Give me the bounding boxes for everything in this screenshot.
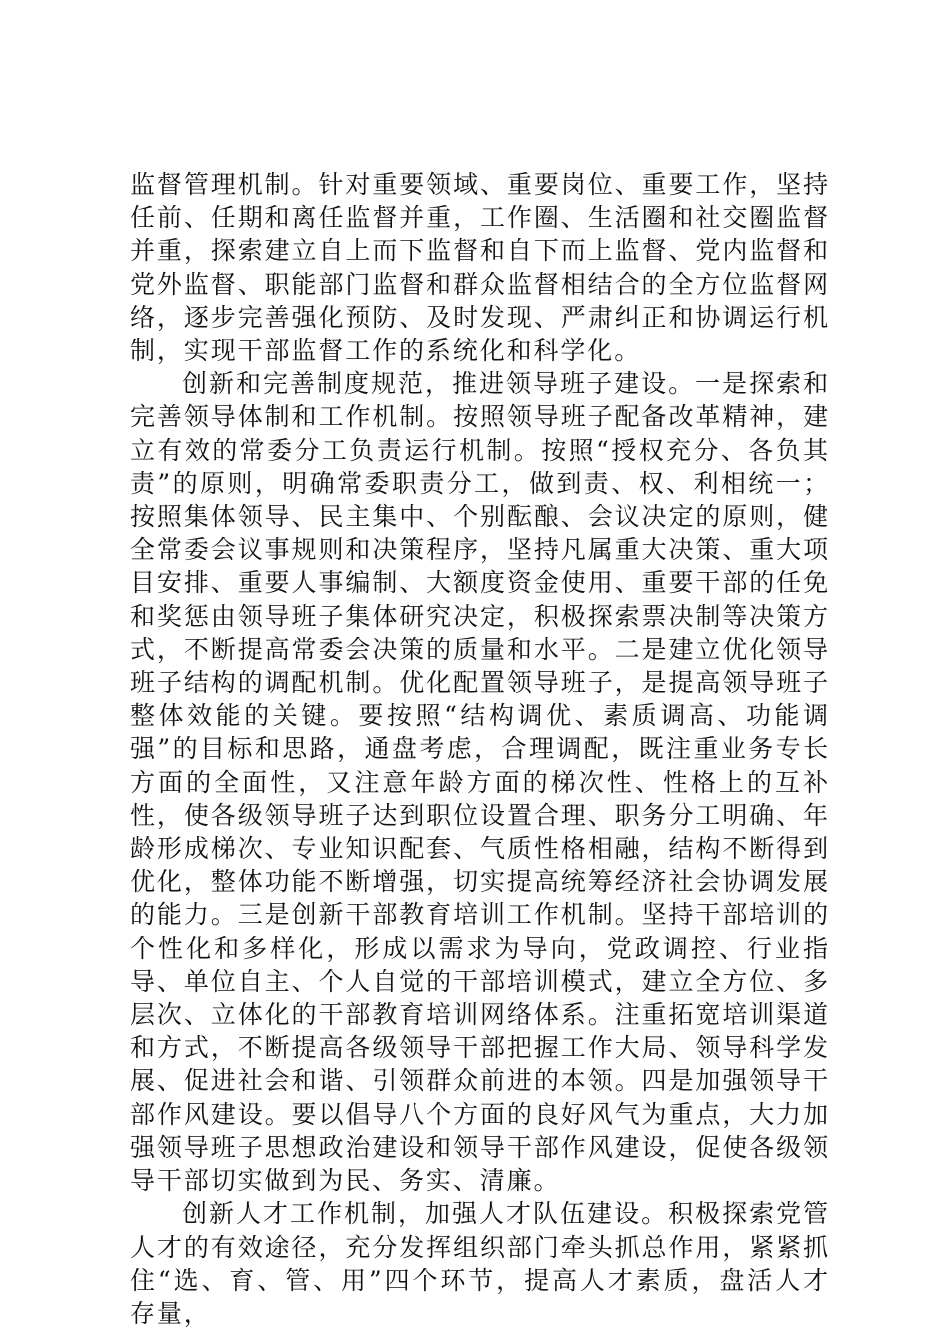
paragraph-supervision-continued: 监督管理机制。针对重要领域、重要岗位、重要工作，坚持任前、任期和离任监督并重，工作圈、生活圈和社交圈监督并重，探索建立自上而下监督和自下而上监督、党内监督和党外监督、职能部门监督和群众监督相结合的全方位监督网络，逐步完善强化预防、及时发现、严肃纠正和协调运行机制，实现干部监督工作的系统化和科学化。 — [130, 170, 830, 366]
paragraph-talent-mechanism: 创新人才工作机制，加强人才队伍建设。积极探索党管人才的有效途径，充分发挥组织部门牵头抓总作用，紧紧抓住“选、育、管、用”四个环节，提高人才素质，盘活人才存量， — [130, 1199, 830, 1328]
paragraph-leadership-building: 创新和完善制度规范，推进领导班子建设。一是探索和完善领导体制和工作机制。按照领导班子配备改革精神，建立有效的常委分工负责运行机制。按照“授权充分、各负其责”的原则，明确常委职责分工，做到责、权、利相统一；按照集体领导、民主集中、个别酝酿、会议决定的原则，健全常委会议事规则和决策程序，坚持凡属重大决策、重大项目安排、重要人事编制、大额度资金使用、重要干部的任免和奖惩由领导班子集体研究决定，积极探索票决制等决策方式，不断提高常委会决策的质量和水平。二是建立优化领导班子结构的调配机制。优化配置领导班子，是提高领导班子整体效能的关键。要按照“结构调优、素质调高、功能调强”的目标和思路，通盘考虑，合理调配，既注重业务专长方面的全面性，又注意年龄方面的梯次性、性格上的互补性，使各级领导班子达到职位设置合理、职务分工明确、年龄形成梯次、专业知识配套、气质性格相融，结构不断得到优化，整体功能不断增强，切实提高统筹经济社会协调发展的能力。三是创新干部教育培训工作机制。坚持干部培训的个性化和多样化，形成以需求为导向，党政调控、行业指导、单位自主、个人自觉的干部培训模式，建立全方位、多层次、立体化的干部教育培训网络体系。注重拓宽培训渠道和方式，不断提高各级领导干部把握工作大局、领导科学发展、促进社会和谐、引领群众前进的本领。四是加强领导干部作风建设。要以倡导八个方面的良好风气为重点，大力加强领导班子思想政治建设和领导干部作风建设，促使各级领导干部切实做到为民、务实、清廉。 — [130, 369, 830, 1196]
document-body — [130, 168, 830, 1330]
